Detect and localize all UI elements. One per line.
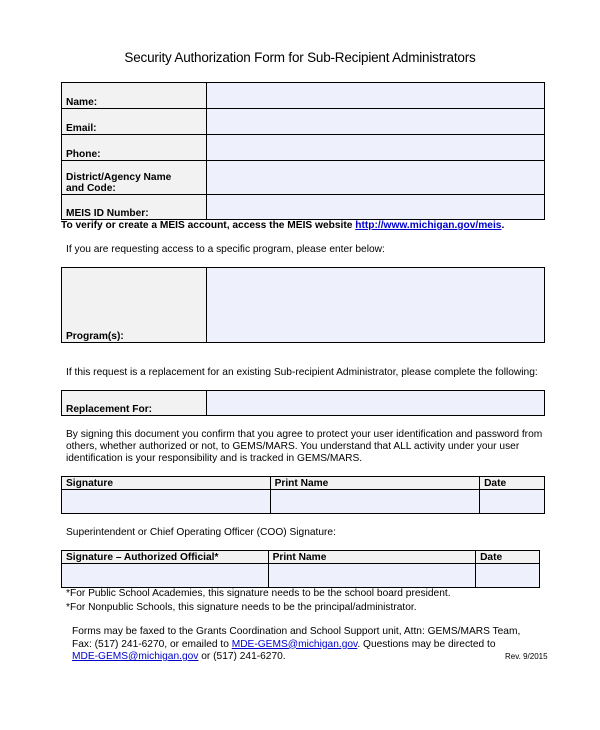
meis-note: [61, 220, 504, 232]
district-label-line2: and Code:: [66, 183, 116, 194]
agreement-line-1: By signing this document you confirm that you agree to protect your user identification and password from: [66, 429, 543, 440]
print-name-header: Print Name: [270, 477, 480, 490]
official-signature-header: Signature – Authorized Official*: [62, 551, 269, 564]
program-label: Program(s):: [62, 268, 207, 343]
contact-fax: Fax: (517) 241-6270, or emailed to: [72, 638, 229, 650]
name-input[interactable]: [206, 83, 544, 109]
district-label: [62, 161, 207, 195]
contact-questions: . Questions may be directed to: [357, 638, 496, 650]
email-input[interactable]: [206, 109, 544, 135]
agreement-line-3: identification is your responsibility and is tracked in GEMS/MARS.: [66, 453, 363, 464]
meis-note-suffix: .: [501, 220, 505, 231]
applicant-info-table: [61, 82, 545, 220]
phone-input[interactable]: [206, 135, 544, 161]
contact-email-link-2[interactable]: MDE-GEMS@michigan.gov: [72, 651, 199, 662]
contact-line-1: Forms may be faxed to the Grants Coordination and School Support unit, Attn: GEMS/MARS Team,: [72, 626, 521, 637]
official-date-header: Date: [476, 551, 540, 564]
program-table: [61, 267, 545, 343]
program-intro: If you are requesting access to a specific program, please enter below:: [66, 244, 385, 255]
footnote-nonpublic: *For Nonpublic Schools, this signature needs to be the principal/administrator.: [66, 602, 417, 613]
agreement-line-2: others, whether authorized or not, to GEMS/MARS. You understand that ALL activity under your user: [66, 441, 520, 452]
meis-note-text: To verify or create a MEIS account, access the MEIS website: [61, 220, 353, 231]
official-print-name-input[interactable]: [268, 564, 476, 588]
meis-website-link[interactable]: http://www.michigan.gov/meis: [355, 220, 502, 231]
program-input[interactable]: [206, 268, 544, 343]
email-label: Email:: [62, 109, 207, 135]
signature-input[interactable]: [62, 490, 271, 514]
replacement-input[interactable]: [206, 391, 544, 416]
date-header: Date: [480, 477, 545, 490]
revision-date: Rev. 9/2015: [505, 652, 548, 661]
replacement-table: [61, 390, 545, 416]
date-input[interactable]: [480, 490, 545, 514]
official-signature-table: [61, 550, 540, 588]
contact-info: [72, 626, 520, 664]
official-date-input[interactable]: [476, 564, 540, 588]
official-print-name-header: Print Name: [268, 551, 476, 564]
contact-line-2: [72, 639, 520, 652]
name-label: Name:: [62, 83, 207, 109]
contact-line-3: [72, 651, 520, 664]
footnote-academies: *For Public School Academies, this signature needs to be the school board president.: [66, 588, 451, 599]
contact-email-link[interactable]: MDE-GEMS@michigan.gov: [231, 638, 358, 650]
print-name-input[interactable]: [270, 490, 480, 514]
contact-phone: or (517) 241-6270.: [201, 651, 286, 662]
district-label-line1: District/Agency Name: [66, 172, 172, 183]
meis-id-label: MEIS ID Number:: [62, 195, 207, 220]
footnotes: [66, 588, 451, 614]
agreement-text: [66, 429, 542, 465]
replacement-label: Replacement For:: [62, 391, 207, 416]
meis-id-input[interactable]: [206, 195, 544, 220]
official-signature-input[interactable]: [62, 564, 269, 588]
phone-label: Phone:: [62, 135, 207, 161]
district-input[interactable]: [206, 161, 544, 195]
superintendent-intro: Superintendent or Chief Operating Officer (COO) Signature:: [66, 527, 336, 538]
form-title: Security Authorization Form for Sub-Recipient Administrators: [124, 50, 476, 65]
signature-header: Signature: [62, 477, 271, 490]
replacement-intro: If this request is a replacement for an existing Sub-recipient Administrator, please complete the following:: [66, 367, 538, 378]
user-signature-table: [61, 476, 545, 514]
